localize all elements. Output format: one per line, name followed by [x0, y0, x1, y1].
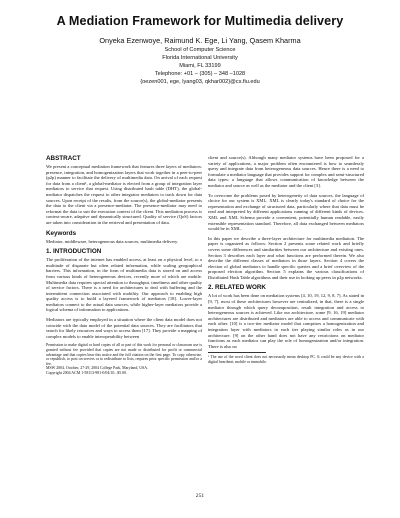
right-column — [208, 155, 364, 365]
body-paragraph: In this paper we describe a three-layer architecture for multimedia mediation. The paper is organized as follows: Section 2 presents some related work and briefly covers some differences and similarities between our architecture and existing ones. Section 3 describes each layer and what functions are performed therein. We also describe the different classes of mediators in those layers. Section 4 covers the election of global mediators to handle specific queries and a brief overview of the proposed election algorithm. Section 5 explains the various classifications of Distributed Hash Table algorithms and their use in looking up peers in p2p networks. — [208, 235, 364, 280]
related-work-paragraph: A lot of work has been done on mediation systems [4, 10, 19, 12, 9, 8, 7]. As stated in [9, 7], most of these architectures however are centralized, in that, there is a single mediator through which query decomposition, result integration and access to heterogeneous sources is achieved. Like our architecture, some [9, 16, 19] mediator architectures are distributed and mediators are able to access and communicate with each other. [10] is a two-tier mediator model that comprises a homogenization and integration layer with mediators in each tier playing similar roles as in our architecture. [9] on the other hand does not have any restrictions on mediator functions as each mediator can play the role of homogenization and/or integration. There is also no — [208, 293, 364, 349]
copyright-line: Copyright 2004 ACM 1-58113-981-0/04/10...$5.00. — [46, 371, 127, 375]
page-number: 251 — [195, 493, 205, 499]
abstract-heading: ABSTRACT — [46, 155, 81, 162]
author-list: Onyeka Ezenwoye, Raimund K. Ege, Li Yang, Qasem Kharma — [99, 36, 301, 45]
body-paragraph: To overcome the problems posed by heterogeneity of data sources, the language of choice for our system is XML. XML is clearly today's standard of choice for the representation and exchange of structured data, particularly where that data must be read and interpreted by different applications running of different kinds of devices. XML and XML Schema provide a convenient, potentially human readable, easily extensible representation standard. Therefore, all data exchanged between mediators would be in XML. — [208, 192, 364, 232]
keywords-heading: Keywords — [46, 229, 77, 237]
introduction-paragraph: The proliferation of the internet has enabled access, at least on a physical level, to a multitude of disparate but often related information, while scaling geographical barriers. This information, in the form of multimedia data is stored on and access from various kinds of heterogeneous devices, recently more of which are mobile. Multimedia data requires special attention to throughput, timeliness and other quality of service factors. There is a need for architectures to deal with buffering and the intermittent connection associated with mobility. Our approach to enabling high quality access is to build a layered framework of mediators [18]. Lower-layer mediators connect to the actual data sources, while higher-layer mediators provide a logical schema of information to applications. — [46, 257, 202, 313]
affiliation-block — [0, 46, 400, 86]
introduction-heading: 1. INTRODUCTION — [46, 248, 102, 256]
affiliation-line: {oezen001, ege, lyang03, qkhar002}@cs.fiu.edu — [140, 79, 260, 86]
footnote-divider — [208, 352, 266, 353]
introduction-paragraph: Mediators are typically employed in a situation where the client data model does not coincide with the data model of the potential data sources. They are facilitators that search for likely resources and ways to access them [17]. They provide a mapping of complex models to enable interoperability between — [46, 317, 202, 339]
copyright-notice: Permission to make digital or hard copies of all or part of this work for personal or classroom use is granted without fee provided that copies are not made or distributed for profit or commercial advantage and that copies bear this notice and the full citation on the first page. To copy otherwise, or republish, to post on servers or to redistribute to lists, requires prior specific permission and/or a fee. — [46, 343, 202, 366]
left-column — [46, 155, 202, 376]
paper-title: A Mediation Framework for Multimedia delivery — [56, 14, 344, 28]
body-paragraph: client and source(s). Although many mediator systems have been proposed for a variety of applications, a major problem often encountered is how to seamlessly query and integrate data from heterogeneous data sources. Hence there is a need to formulate a mediator language that provides support for complex and semi-structured data types: a language that allows communication of knowledge between the mediator and source as well as the mediator and the client [3]. — [208, 155, 364, 188]
affiliation-line: Miami, FL 33199 — [179, 63, 221, 70]
related-work-heading: 2. RELATED WORK — [208, 284, 266, 292]
affiliation-line: Telephone: +01 – (305) – 348 –1028 — [154, 71, 246, 78]
affiliation-line: School of Computer Science — [164, 47, 236, 53]
abstract-text: We present a conceptual mediation framework that features three layers of mediators: presence, integration, and homogenization layers that work together in a peer-to-peer (p2p) manner to facilitate the delivery of multimedia data. On arrival of each request for data from a client¹, a global-mediator is elected from a group of integration layer mediators to service that request. Using distributed hash table (DHT), the global-mediator dispatches the request to other integrator mediators to track down for data sources. Upon receipt of the results, from the source(s), the global-mediator presents the data to the client via a presence-mediator. The presence-mediator may need to reformat the data to suit the execution context of the client. This mediation process is context-aware, adaptive and dynamically structured. Quality of service (QoS) factors are taken into consideration in the retrieval and presentation of data. — [46, 164, 202, 225]
affiliation-line: Florida International University — [162, 55, 238, 62]
keywords-text: Mediator, middleware, heterogeneous data sources, multimedia delivery. — [46, 238, 179, 244]
footnote-text: ¹ The use of the word client does not necessarily mean desktop PC. It could be any device with a digital heartbeat, mobile or immobile. — [208, 355, 364, 364]
conference-info: MSW 2004, October, 27-29, 2004 College Park, Maryland, USA. — [46, 366, 148, 371]
